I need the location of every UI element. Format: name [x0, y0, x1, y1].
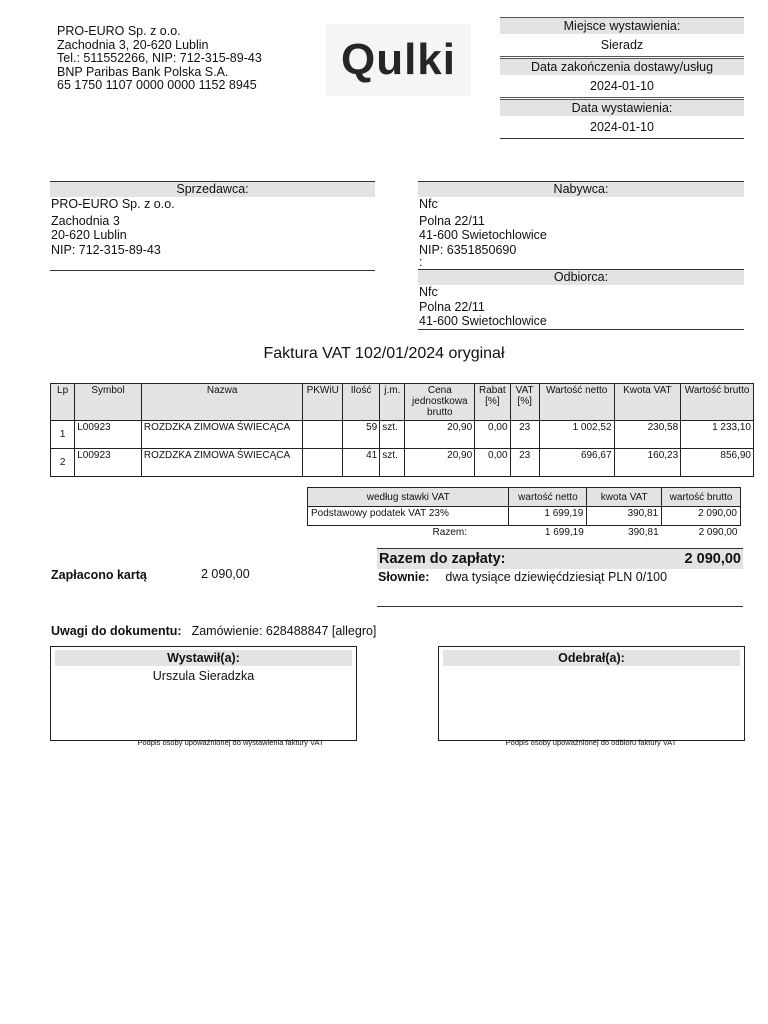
cell-unit-price: 20,90: [405, 421, 475, 449]
vat-summary-table: [307, 487, 741, 544]
document-notes: [51, 624, 376, 638]
col-vat: VAT [%]: [510, 384, 539, 421]
total-label: Razem do zapłaty:: [379, 551, 506, 567]
vat-net: 1 699,19: [509, 507, 587, 526]
received-label: Odebrał(a):: [443, 650, 740, 666]
total-to-pay: [377, 548, 743, 569]
paid-value: 2 090,00: [201, 567, 250, 581]
cell-discount: 0,00: [475, 449, 510, 477]
vat-gross: 2 090,00: [662, 507, 741, 526]
col-symbol: Symbol: [75, 384, 142, 421]
issue-date-value: 2024-01-10: [500, 116, 744, 139]
issuer-line: Tel.: 511552266, NIP: 712-315-89-43: [57, 51, 262, 65]
buyer-name: Nfc: [419, 197, 438, 211]
seller-label: Sprzedawca:: [50, 181, 375, 197]
cell-vat-amount: 230,58: [614, 421, 681, 449]
issuer-header: [57, 25, 262, 93]
notes-label: Uwagi do dokumentu:: [51, 624, 182, 638]
cell-vat-amount: 160,23: [614, 449, 681, 477]
cell-discount: 0,00: [475, 421, 510, 449]
col-discount: Rabat [%]: [475, 384, 510, 421]
buyer-block: [418, 181, 744, 269]
col-pkwiu: PKWiU: [303, 384, 342, 421]
issued-label: Wystawił(a):: [55, 650, 352, 666]
cell-unit-price: 20,90: [405, 449, 475, 477]
invoice-title: Faktura VAT 102/01/2024 oryginał: [263, 345, 505, 362]
vat-sum-amount: 390,81: [628, 527, 659, 538]
vat-sum-net: 1 699,19: [544, 527, 584, 538]
place-value: Sieradz: [500, 34, 744, 57]
total-value: 2 090,00: [684, 551, 741, 567]
table-row: [308, 507, 741, 526]
seller-city: 20-620 Lublin: [51, 228, 127, 242]
col-unit-price: Cena jednostkowa brutto: [405, 384, 475, 421]
col-lp: Lp: [51, 384, 75, 421]
vat-header-row: [308, 488, 741, 507]
col-net: Wartość netto: [539, 384, 614, 421]
items-header-row: [51, 384, 754, 421]
seller-street: Zachodnia 3: [51, 213, 120, 228]
col-gross: Wartość brutto: [681, 384, 754, 421]
col-vat-amount: Kwota VAT: [614, 384, 681, 421]
cell-name: ROZDZKA ZIMOWA ŚWIECĄCA: [141, 449, 303, 477]
vat-col-gross: wartość brutto: [662, 488, 741, 507]
recipient-label: Odbiorca:: [418, 269, 744, 285]
cell-net: 1 002,52: [539, 421, 614, 449]
notes-value: Zamówienie: 628488847 [allegro]: [191, 624, 377, 638]
issue-date-label: Data wystawienia:: [500, 99, 744, 116]
vat-amount: 390,81: [587, 507, 662, 526]
buyer-street: Polna 22/11: [419, 213, 485, 228]
cell-vat: 23: [510, 449, 539, 477]
cell-gross: 856,90: [681, 449, 754, 477]
buyer-nip: NIP: 6351850690: [419, 242, 517, 257]
cell-qty: 59: [342, 421, 379, 449]
issuer-line: BNP Paribas Bank Polska S.A.: [57, 64, 229, 79]
cell-name: ROZDZKA ZIMOWA ŚWIECĄCA: [141, 421, 303, 449]
buyer-extra: :: [419, 255, 423, 269]
seller-block: [50, 181, 375, 271]
words-value: dwa tysiące dziewięćdziesiąt PLN 0/100: [445, 570, 668, 584]
delivery-date-value: 2024-01-10: [500, 75, 744, 98]
vat-col-amount: kwota VAT: [587, 488, 662, 507]
vat-col-rate: według stawki VAT: [308, 488, 509, 507]
items-table: [50, 383, 754, 477]
cell-lp: 1: [51, 421, 75, 449]
received-caption: Podpis osoby upoważnionej do odbioru faktury VAT: [505, 738, 677, 747]
issuer-line: 65 1750 1107 0000 0000 1152 8945: [57, 78, 257, 92]
recipient-name: Nfc: [419, 285, 438, 299]
words-label: Słownie:: [378, 570, 430, 584]
table-row: [51, 421, 754, 449]
table-row: [51, 449, 754, 477]
cell-unit: szt.: [380, 421, 405, 449]
seller-name: PRO-EURO Sp. z o.o.: [51, 197, 175, 211]
vat-sum-gross: 2 090,00: [698, 527, 738, 538]
seller-nip: NIP: 712-315-89-43: [51, 242, 161, 257]
invoice-meta: [500, 17, 744, 140]
buyer-city: 41-600 Swietochlowice: [419, 228, 547, 242]
cell-vat: 23: [510, 421, 539, 449]
col-name: Nazwa: [141, 384, 303, 421]
delivery-date-label: Data zakończenia dostawy/usług: [500, 58, 744, 75]
issued-by-box: [50, 646, 357, 741]
issuer-line: Zachodnia 3, 20-620 Lublin: [57, 37, 209, 52]
col-unit: j.m.: [380, 384, 405, 421]
recipient-city: 41-600 Swietochlowice: [419, 314, 547, 328]
recipient-street: Polna 22/11: [419, 299, 485, 314]
col-qty: Ilość: [342, 384, 379, 421]
cell-gross: 1 233,10: [681, 421, 754, 449]
place-label: Miejsce wystawienia:: [500, 17, 744, 34]
cell-net: 696,67: [539, 449, 614, 477]
paid-label: Zapłacono kartą: [51, 568, 147, 582]
issuer-line: PRO-EURO Sp. z o.o.: [57, 24, 181, 38]
vat-sum-label: Razem:: [432, 527, 467, 538]
vat-col-net: wartość netto: [509, 488, 587, 507]
recipient-block: [418, 269, 744, 330]
issued-caption: Podpis osoby upoważnionej do wystawienia faktury VAT: [137, 738, 324, 747]
cell-pkwiu: [303, 421, 342, 449]
divider: [377, 606, 743, 607]
cell-symbol: L00923: [75, 421, 142, 449]
vat-rate: Podstawowy podatek VAT 23%: [308, 507, 509, 526]
received-by-box: [438, 646, 745, 741]
cell-lp: 2: [51, 449, 75, 477]
logo-text: Qulki: [340, 35, 457, 84]
cell-qty: 41: [342, 449, 379, 477]
amount-in-words: [378, 570, 667, 584]
vat-sum-row: [308, 526, 741, 545]
issued-name: Urszula Sieradzka: [152, 669, 255, 683]
cell-unit: szt.: [380, 449, 405, 477]
cell-symbol: L00923: [75, 449, 142, 477]
buyer-label: Nabywca:: [418, 181, 744, 197]
company-logo: [326, 24, 471, 96]
cell-pkwiu: [303, 449, 342, 477]
